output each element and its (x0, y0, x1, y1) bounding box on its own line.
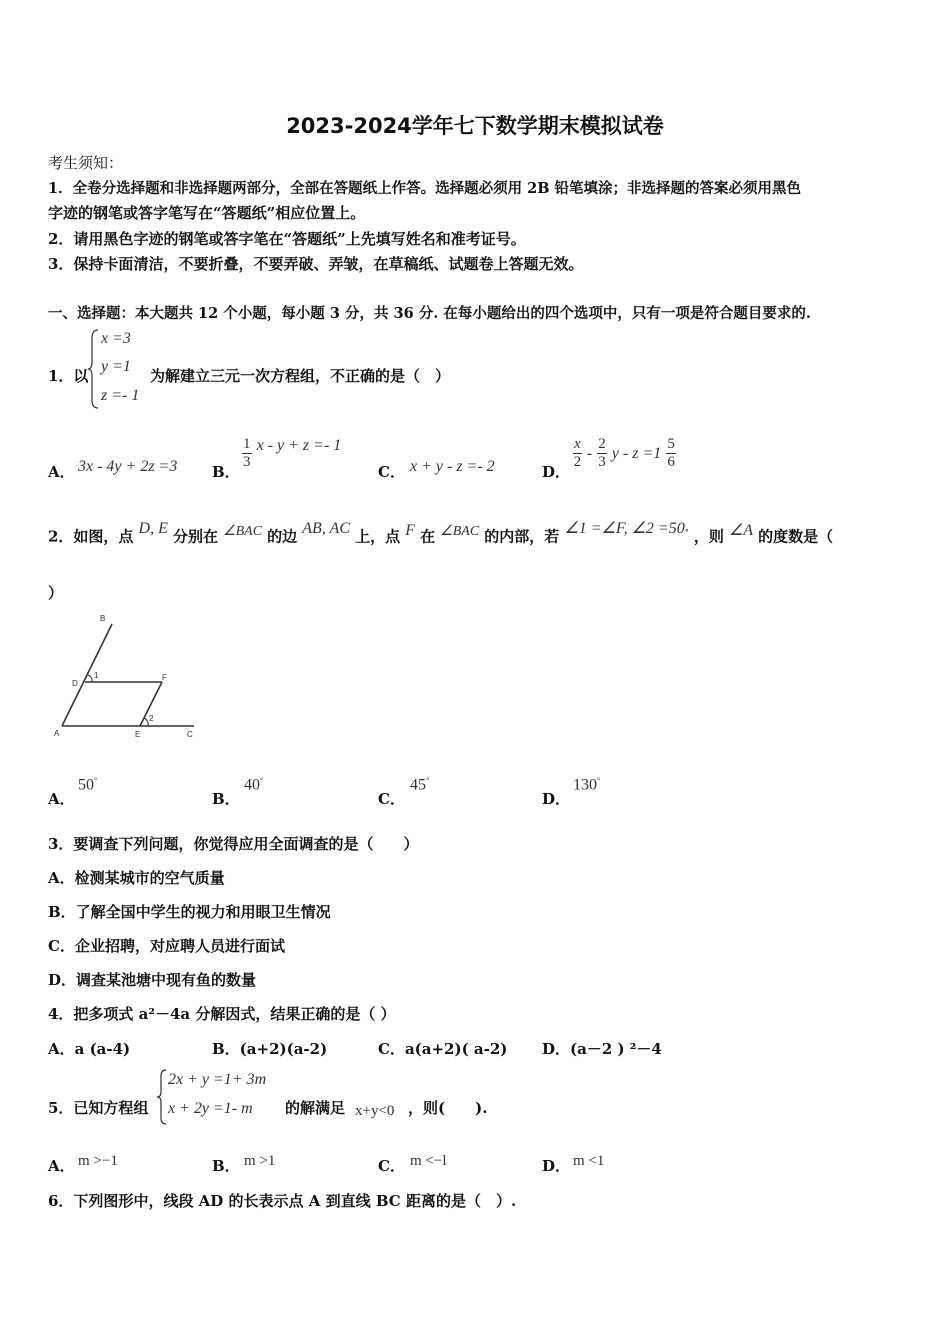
q1-suffix: 为解建立三元一次方程组，不正确的是（ ） (150, 367, 451, 385)
label-b: B (100, 614, 106, 623)
q2-option-c[interactable]: 45° (410, 776, 430, 794)
q5-suffix: ，则( ). (408, 1099, 488, 1117)
angle-2-arc (144, 718, 148, 726)
q5-brace (157, 1068, 167, 1126)
q3-option-c[interactable]: C．企业招聘，对应聘人员进行面试 (48, 937, 285, 955)
q5-option-a-label[interactable]: A． (48, 1157, 75, 1175)
q1-eq1: x =3 (101, 330, 131, 347)
notice-line3: 3．保持卡面清洁，不要折叠，不要弄破、弄皱，在草稿纸、试题卷上答题无效。 (48, 255, 584, 273)
q5-option-b[interactable]: m >1 (244, 1153, 276, 1169)
q4-option-c[interactable]: C．a(a+2)( a-2) (378, 1040, 508, 1058)
q2-option-b-label[interactable]: B． (212, 790, 240, 808)
label-a: A (54, 729, 60, 738)
q1-d-frac3: $\frac{5}{6}$ (667, 436, 675, 470)
q5-mid: 的解满足 (285, 1099, 346, 1117)
q5-option-b-label[interactable]: B． (212, 1157, 240, 1175)
notice-line2: 2．请用黑色字迹的钢笔或答字笔在“答题纸”上先填写姓名和准考证号。 (48, 230, 526, 248)
q2-option-a[interactable]: 50° (78, 776, 98, 794)
q1-b-fraction: $\frac{1}{3}$ (243, 436, 251, 470)
q5-option-a[interactable]: m >−1 (78, 1153, 118, 1169)
q1-d-frac2: $\frac{2}{3}$ (598, 436, 606, 470)
q1-option-d[interactable]: $\frac{x}{2}$ - $\frac{2}{3}$ y - z =1 $\frac{5}{6}$ (573, 436, 675, 470)
section-heading: 一、选择题：本大题共 12 个小题，每小题 3 分，共 36 分. 在每小题给出的四个选项中，只有一项是符合题目要求的. (48, 305, 811, 322)
q1-option-c-label[interactable]: C． (378, 463, 405, 481)
q1-d-frac1: $\frac{x}{2}$ (573, 436, 582, 470)
q1-option-c[interactable]: x + y - z =- 2 (410, 458, 495, 475)
q1-option-b-label[interactable]: B． (212, 463, 240, 481)
label-e: E (135, 730, 141, 739)
q3-option-a[interactable]: A．检测某城市的空气质量 (48, 869, 225, 887)
q5-eq2: x + 2y =1- m (168, 1100, 253, 1117)
q4-option-d[interactable]: D．(a－2 ) ²－4 (542, 1040, 662, 1058)
q1-option-a-label[interactable]: A． (48, 463, 75, 481)
notice-line1b: 字迹的钢笔或答字笔写在“答题纸”相应位置上。 (48, 204, 366, 222)
q5-option-d-label[interactable]: D． (542, 1157, 571, 1175)
q2-option-a-label[interactable]: A． (48, 790, 75, 808)
q5-option-c-label[interactable]: C． (378, 1157, 405, 1175)
q2-option-c-label[interactable]: C． (378, 790, 405, 808)
q2-option-d[interactable]: 130° (573, 776, 601, 794)
q4-stem: 4．把多项式 a²－4a 分解因式，结果正确的是（ ） (48, 1005, 396, 1023)
q2-stem: 2．如图，点 D, E 分别在 ∠BAC 的边 AB, AC 上，点 F 在 ∠BAC 的内部，若 ∠1 =∠F, ∠2 =50° ，则 ∠A 的度数是（ (48, 520, 834, 546)
notice-line1a: 1．全卷分选择题和非选择题两部分，全部在答题纸上作答。选择题必须用 2B 铅笔填涂；非选择题的答案必须用黑色 (48, 180, 802, 197)
q5-prefix: 5．已知方程组 (48, 1099, 149, 1117)
q2-stem-close: ） (48, 584, 64, 602)
page-title: 2023-2024学年七下数学期末模拟试卷 (286, 114, 664, 138)
q3-stem: 3．要调查下列问题，你觉得应用全面调查的是（ ） (48, 835, 419, 853)
label-f: F (162, 673, 167, 682)
q5-option-c[interactable]: m <−l (410, 1153, 447, 1169)
label-2: 2 (149, 714, 154, 723)
q6-stem: 6．下列图形中，线段 AD 的长表示点 A 到直线 BC 距离的是（ ）. (48, 1192, 517, 1210)
q5-condition: x+y<0 (355, 1103, 395, 1119)
line-ab (62, 624, 112, 726)
angle-1-arc (88, 675, 92, 682)
q4-option-a[interactable]: A．a (a-4) (48, 1040, 131, 1058)
q1-option-a[interactable]: 3x - 4y + 2z =3 (78, 458, 178, 475)
q2-option-b[interactable]: 40° (244, 776, 264, 794)
q3-option-b[interactable]: B．了解全国中学生的视力和用眼卫生情况 (48, 903, 331, 921)
q1-brace (88, 328, 100, 410)
label-d: D (72, 679, 78, 688)
q5-option-d[interactable]: m <1 (573, 1153, 605, 1169)
q5-eq1: 2x + y =1+ 3m (168, 1071, 267, 1088)
q1-eq3: z =- 1 (101, 387, 140, 404)
q1-prefix: 1．以 (48, 367, 89, 385)
label-c: C (187, 730, 193, 739)
q3-option-d[interactable]: D．调查某池塘中现有鱼的数量 (48, 971, 257, 989)
q2-figure (48, 612, 198, 742)
label-1: 1 (94, 671, 99, 680)
q4-option-b[interactable]: B．(a+2)(a-2) (212, 1040, 328, 1058)
q1-option-b[interactable]: $\frac{1}{3}$ x - y + z =- 1 (243, 436, 342, 470)
q1-option-d-label[interactable]: D． (542, 463, 571, 481)
q2-option-d-label[interactable]: D． (542, 790, 571, 808)
q1-eq2: y =1 (101, 358, 131, 375)
notice-heading: 考生须知： (48, 154, 124, 172)
